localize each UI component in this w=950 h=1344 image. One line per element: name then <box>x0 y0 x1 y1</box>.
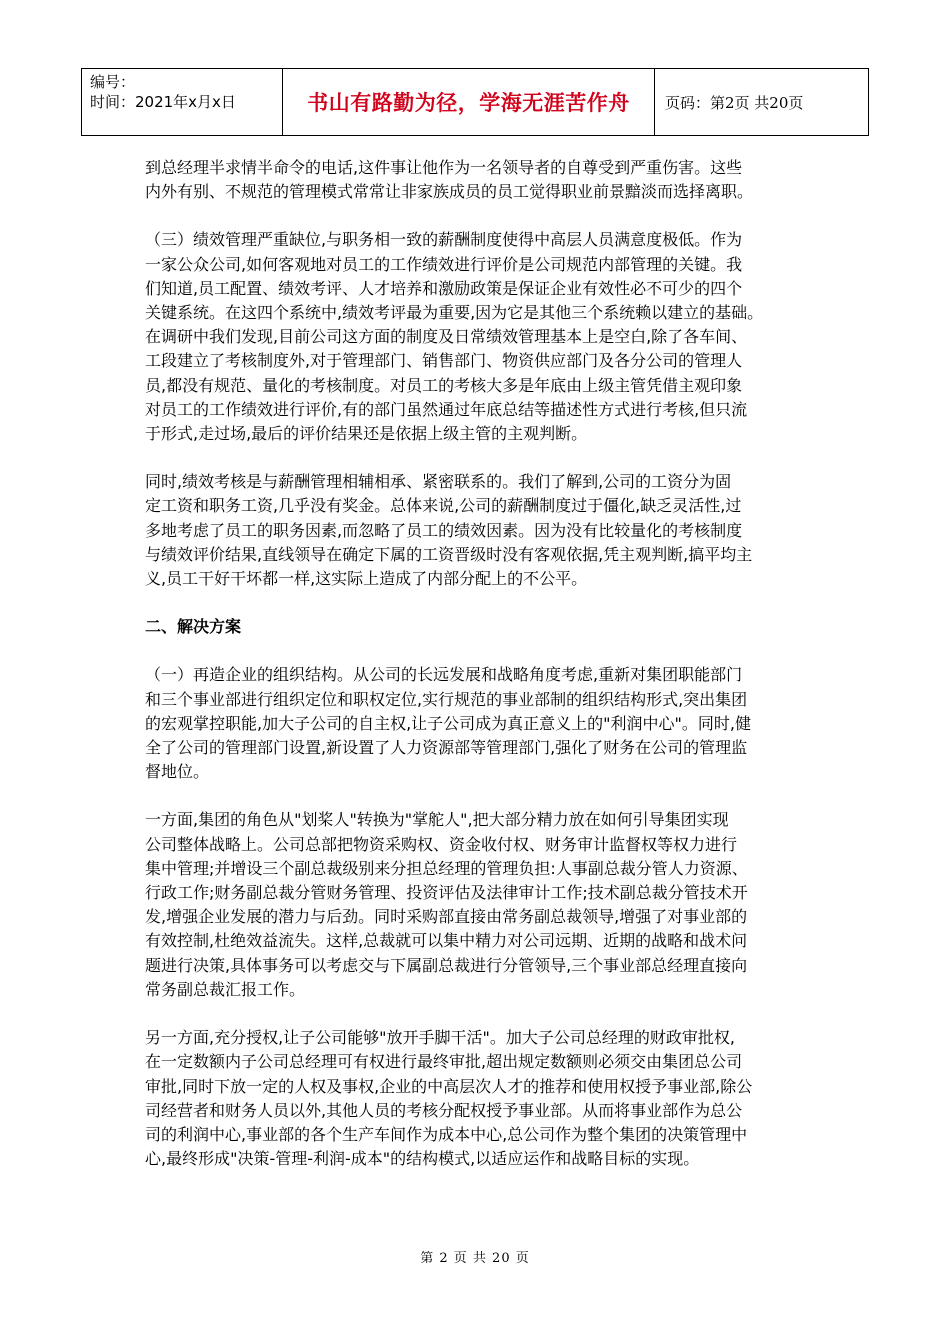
text-line: 行政工作;财务副总裁分管财务管理、投资评估及法律审计工作;技术副总裁分管技术开 <box>145 883 748 903</box>
text-line: 与绩效评价结果,直线领导在确定下属的工资晋级时没有客观依据,凭主观判断,搞平均主 <box>145 544 753 564</box>
section-heading: 二、解决方案 <box>145 617 242 637</box>
paragraph-gap <box>145 784 809 808</box>
text-line: 发,增强企业发展的潜力与后劲。同时采购部直接由常务副总裁领导,增强了对事业部的 <box>145 907 748 927</box>
text-line: 另一方面,充分授权,让子公司能够"放开手脚干活"。加大子公司总经理的财政审批权, <box>145 1028 735 1048</box>
header-motto: 书山有路勤为径，学海无涯苦作舟 <box>283 69 655 135</box>
text-line: （三）绩效管理严重缺位,与职务相一致的薪酬制度使得中高层人员满意度极低。作为 <box>145 230 743 250</box>
text-line: 一家公众公司,如何客观地对员工的工作绩效进行评价是公司规范内部管理的关键。我 <box>145 254 743 274</box>
text-line: 们知道,员工配置、绩效考评、人才培养和激励政策是保证企业有效性必不可少的四个 <box>145 278 743 298</box>
time-label: 时间：2021年x月x日 <box>90 93 236 111</box>
text-line: 义,员工干好干坏都一样,这实际上造成了内部分配上的不公平。 <box>145 569 588 589</box>
text-line: 有效控制,杜绝效益流失。这样,总裁就可以集中精力对公司远期、近期的战略和战术问 <box>145 931 748 951</box>
text-line: 集中管理;并增设三个副总裁级别来分担总经理的管理负担:人事副总裁分管人力资源、 <box>145 858 748 878</box>
text-line: 到总经理半求情半命令的电话,这件事让他作为一名领导者的自尊受到严重伤害。这些 <box>145 158 743 177</box>
text-line: 关键系统。在这四个系统中,绩效考评最为重要,因为它是其他三个系统赖以建立的基础。 <box>145 303 764 323</box>
text-line: 题进行决策,具体事务可以考虑交与下属副总裁进行分管领导,三个事业部总经理直接向 <box>145 955 748 975</box>
paragraph-gap <box>145 446 809 470</box>
paragraph-gap <box>145 591 809 615</box>
paragraph-gap <box>145 639 809 663</box>
text-line: 公司整体战略上。公司总部把物资采购权、资金收付权、财务审计监督权等权力进行 <box>145 834 738 854</box>
text-line: 督地位。 <box>145 762 210 782</box>
paragraph-gap <box>145 204 809 228</box>
text-line: 同时,绩效考核是与薪酬管理相辅相承、紧密联系的。我们了解到,公司的工资分为固 <box>145 472 732 492</box>
text-line: 审批,同时下放一定的人权及事权,企业的中高层次人才的推荐和使用权授予事业部,除公 <box>145 1076 753 1096</box>
text-line: 工段建立了考核制度外,对于管理部门、销售部门、物资供应部门及各分公司的管理人 <box>145 351 743 371</box>
text-line: 司经营者和财务人员以外,其他人员的考核分配权授予事业部。从而将事业部作为总公 <box>145 1100 743 1120</box>
text-line: 于形式,走过场,最后的评价结果还是依据上级主管的主观判断。 <box>145 424 588 444</box>
text-line: 多地考虑了员工的职务因素,而忽略了员工的绩效因素。因为没有比较量化的考核制度 <box>145 520 743 540</box>
text-line: 全了公司的管理部门设置,新设置了人力资源部等管理部门,强化了财务在公司的管理监 <box>145 738 748 758</box>
paragraph-gap <box>145 1002 809 1026</box>
page-header <box>81 68 869 136</box>
text-line: 一方面,集团的角色从"划桨人"转换为"掌舵人",把大部分精力放在如何引导集团实现 <box>145 810 729 830</box>
text-line: 对员工的工作绩效进行评价,有的部门虽然通过年底总结等描述性方式进行考核,但只流 <box>145 399 748 419</box>
text-line: 心,最终形成"决策-管理-利润-成本"的结构模式,以适应运作和战略目标的实现。 <box>145 1149 700 1169</box>
page-footer: 第 2 页 共 20 页 <box>420 1251 530 1266</box>
text-line: 的宏观掌控职能,加大子公司的自主权,让子公司成为真正意义上的"利润中心"。同时,健 <box>145 713 751 733</box>
text-line: 常务副总裁汇报工作。 <box>145 979 306 999</box>
text-line: 和三个事业部进行组织定位和职权定位,实行规范的事业部制的组织结构形式,突出集团 <box>145 689 748 709</box>
text-line: 定工资和职务工资,几乎没有奖金。总体来说,公司的薪酬制度过于僵化,缺乏灵活性,过 <box>145 496 742 516</box>
text-line: 在调研中我们发现,目前公司这方面的制度及日常绩效管理基本上是空白,除了各车间、 <box>145 327 748 347</box>
text-line: （一）再造企业的组织结构。从公司的长远发展和战略角度考虑,重新对集团职能部门 <box>145 665 743 685</box>
code-label: 编号： <box>90 73 136 91</box>
text-line: 司的利润中心,事业部的各个生产车间作为成本中心,总公司作为整个集团的决策管理中 <box>145 1124 748 1144</box>
document-body <box>145 156 809 1171</box>
text-line: 员,都没有规范、量化的考核制度。对员工的考核大多是年底由上级主管凭借主观印象 <box>145 375 743 395</box>
header-page-info: 页码：第2页 共20页 <box>665 93 804 112</box>
header-meta <box>82 69 283 135</box>
text-line: 在一定数额内子公司总经理可有权进行最终审批,超出规定数额则必须交由集团总公司 <box>145 1052 743 1072</box>
text-line: 内外有别、不规范的管理模式常常让非家族成员的员工觉得职业前景黯淡而选择离职。 <box>145 182 754 202</box>
